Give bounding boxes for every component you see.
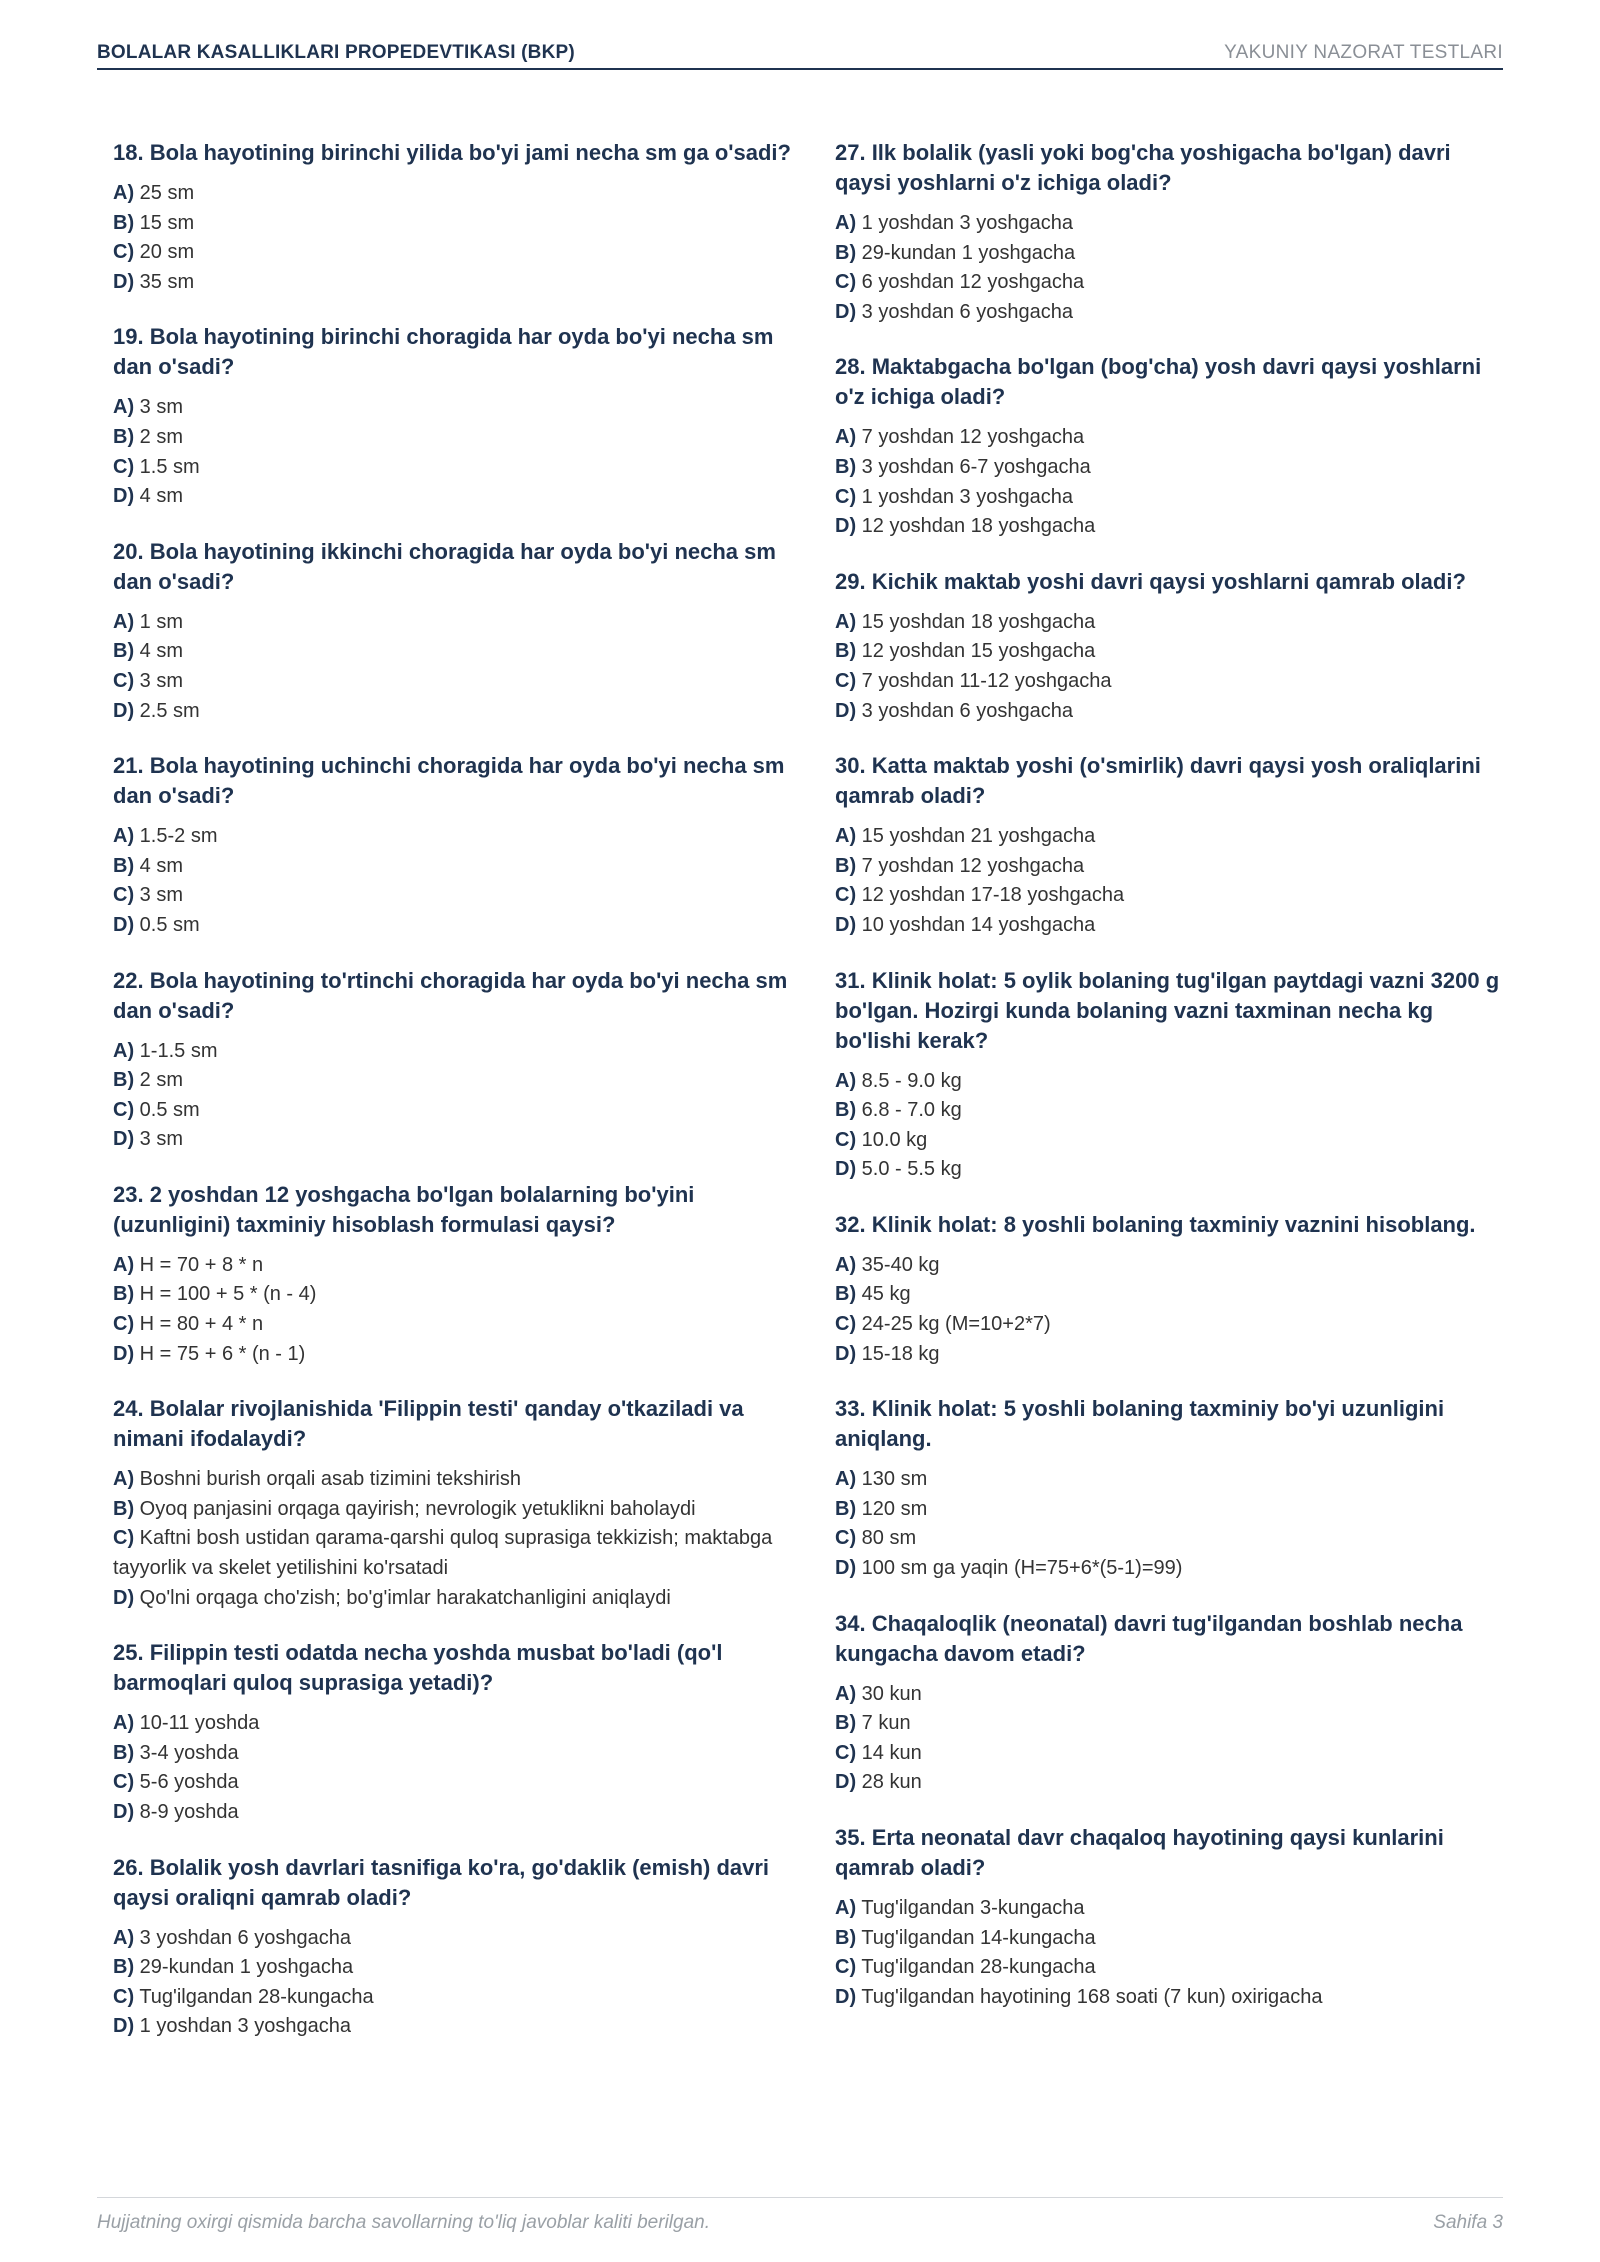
question-text: 32. Klinik holat: 8 yoshli bolaning taxminiy vaznini hisoblang. [835,1211,1476,1237]
answer-option [113,1096,813,1126]
question-block [113,1853,813,2042]
answer-option [113,1524,813,1583]
answer-options [835,822,1503,940]
option-letter: D) [113,1342,135,1365]
answer-option [113,1465,813,1495]
answer-option [113,637,813,667]
answer-option [113,697,813,727]
option-text: 130 sm [861,1468,928,1491]
option-text: 29-kundan 1 yoshgacha [861,241,1076,264]
question-text: 27. Ilk bolalik (yasli yoki bog'cha yoshigacha bo'lgan) davri qaysi yoshlarni o'z ichiga oladi? [835,140,1451,195]
option-text: Oyoq panjasini orqaga qayirish; nevrologik yetuklikni baholaydi [139,1497,696,1520]
option-text: 1 yoshdan 3 yoshgacha [139,2015,351,2038]
answer-option [835,667,1503,697]
answer-option [835,1310,1503,1340]
question-columns [113,138,1503,2067]
option-letter: C) [835,669,857,692]
option-text: 1.5-2 sm [139,825,218,848]
option-letter: D) [113,1128,135,1151]
answer-options [113,393,813,511]
answer-option [835,209,1503,239]
option-letter: A) [835,1897,857,1919]
option-letter: B) [113,1741,135,1764]
option-text: 2.5 sm [139,699,200,722]
option-text: 35-40 kg [861,1253,940,1276]
option-letter: A) [113,182,135,204]
option-letter: D) [835,1158,857,1181]
question-text: 28. Maktabgacha bo'lgan (bog'cha) yosh davri qaysi yoshlarni o'z ichiga oladi? [835,354,1482,410]
option-letter: A) [113,1926,135,1949]
option-text: 3 sm [139,396,184,419]
answer-option [835,453,1503,483]
option-letter: C) [835,1741,857,1764]
answer-option [835,239,1503,269]
option-letter: D) [113,2015,135,2038]
question-block [835,751,1503,940]
option-text: 3 yoshdan 6 yoshgacha [861,699,1073,722]
question-text: 23. 2 yoshdan 12 yoshgacha bo'lgan bolalarning bo'yini (uzunligini) taxminiy hisoblash formulasi qaysi? [113,1181,695,1237]
option-text: 10-11 yoshda [139,1712,260,1735]
answer-option [835,608,1503,638]
option-letter: C) [113,1313,135,1336]
option-text: 45 kg [861,1283,911,1306]
option-letter: D) [835,699,857,722]
option-text: 20 sm [139,241,195,264]
option-letter: D) [835,1771,857,1794]
question-block [113,1638,813,1827]
option-letter: B) [113,1497,135,1520]
option-letter: B) [113,854,135,877]
question-block [835,138,1503,327]
answer-options [835,1680,1503,1798]
answer-option [835,512,1503,542]
answer-option [113,1798,813,1828]
answer-option [835,268,1503,298]
answer-option [835,1768,1503,1798]
option-letter: A) [835,825,857,848]
option-letter: C) [113,1098,135,1121]
option-letter: C) [113,884,135,907]
answer-options [113,1465,813,1613]
option-text: 12 yoshdan 18 yoshgacha [861,515,1096,538]
option-letter: D) [113,913,135,936]
answer-option [835,1126,1503,1156]
answer-option [113,881,813,911]
option-text: 3 sm [139,1128,184,1151]
option-letter: B) [835,1926,857,1949]
option-text: 30 kun [861,1682,922,1705]
right-column [835,138,1503,2067]
answer-options [113,179,813,297]
option-text: 2 sm [139,425,184,448]
option-text: 28 kun [861,1771,922,1794]
option-letter: A) [835,610,857,633]
answer-option [113,1340,813,1370]
question-text: 22. Bola hayotining to'rtinchi choragida har oyda bo'yi necha sm dan o'sadi? [113,967,788,1023]
question-block [835,1823,1503,2012]
answer-option [835,423,1503,453]
answer-option [835,1251,1503,1281]
answer-option [113,179,813,209]
option-text: 7 kun [861,1712,911,1735]
option-text: H = 70 + 8 * n [139,1253,264,1276]
option-text: 6 yoshdan 12 yoshgacha [861,271,1085,294]
question-block [113,751,813,940]
option-letter: C) [113,1985,135,2008]
option-text: 3 sm [139,884,184,907]
option-text: 15 yoshdan 18 yoshgacha [861,610,1096,633]
question-text: 25. Filippin testi odatda necha yoshda musbat bo'ladi (qo'l barmoqlari quloq suprasiga yetadi)? [113,1640,723,1696]
option-letter: A) [835,1253,857,1276]
answer-option [113,1768,813,1798]
option-letter: C) [835,485,857,508]
answer-option [835,1953,1503,1983]
question-block [835,352,1503,541]
option-letter: B) [113,425,135,448]
answer-option [835,697,1503,727]
answer-option [835,911,1503,941]
answer-option [113,1584,813,1614]
answer-option [835,1983,1503,2013]
option-letter: B) [835,1099,857,1122]
answer-option [835,1924,1503,1954]
question-block [113,966,813,1155]
answer-option [113,1066,813,1096]
option-letter: A) [835,1468,857,1491]
option-letter: B) [113,1283,135,1306]
answer-option [835,1709,1503,1739]
option-text: 3-4 yoshda [139,1741,239,1764]
option-letter: A) [113,396,135,419]
option-letter: A) [113,610,135,633]
option-text: 4 sm [139,640,184,663]
question-text: 21. Bola hayotining uchinchi choragida har oyda bo'yi necha sm dan o'sadi? [113,753,785,809]
option-text: 35 sm [139,270,195,293]
option-letter: D) [113,485,135,508]
question-block [835,966,1503,1185]
answer-option [113,453,813,483]
option-text: H = 80 + 4 * n [139,1313,264,1336]
option-text: 14 kun [861,1741,922,1764]
answer-option [113,482,813,512]
answer-option [835,1280,1503,1310]
option-letter: D) [113,270,135,293]
answer-option [113,2012,813,2042]
answer-option [113,822,813,852]
answer-options [113,1924,813,2042]
answer-option [113,1310,813,1340]
option-text: 0.5 sm [139,1098,200,1121]
answer-option [113,1280,813,1310]
option-letter: D) [835,1557,857,1580]
option-text: 8.5 - 9.0 kg [861,1069,962,1092]
answer-options [835,423,1503,541]
answer-option [113,1037,813,1067]
option-text: 12 yoshdan 17-18 yoshgacha [861,884,1125,907]
answer-options [113,1037,813,1155]
answer-options [113,1709,813,1827]
question-text: 18. Bola hayotining birinchi yilida bo'yi jami necha sm ga o'sadi? [113,140,791,165]
option-text: 2 sm [139,1069,184,1092]
document-title: BOLALAR KASALLIKLARI PROPEDEVTIKASI (BKP) [97,42,575,63]
option-text: H = 75 + 6 * (n - 1) [139,1342,306,1365]
option-letter: A) [113,1468,135,1491]
answer-option [113,1125,813,1155]
option-text: 7 yoshdan 12 yoshgacha [861,854,1085,877]
answer-option [835,1495,1503,1525]
answer-option [835,637,1503,667]
answer-option [835,1155,1503,1185]
option-letter: D) [835,1985,857,2008]
option-letter: A) [835,426,857,449]
answer-options [835,1465,1503,1583]
answer-option [113,209,813,239]
option-letter: A) [113,1712,135,1735]
option-letter: C) [835,1527,857,1550]
option-letter: A) [835,1069,857,1092]
option-text: 3 sm [139,669,184,692]
option-text: Qo'lni orqaga cho'zish; bo'g'imlar harakatchanligini aniqlaydi [139,1586,671,1609]
option-letter: B) [113,1956,135,1979]
answer-options [835,608,1503,726]
option-text: Tug'ilgandan 14-kungacha [861,1926,1096,1949]
option-text: 1 yoshdan 3 yoshgacha [861,212,1073,234]
answer-options [835,1894,1503,2012]
question-text: 19. Bola hayotining birinchi choragida har oyda bo'yi necha sm dan o'sadi? [113,324,774,380]
option-text: 1.5 sm [139,455,200,478]
option-text: 4 sm [139,485,184,508]
option-text: 7 yoshdan 12 yoshgacha [861,426,1085,449]
answer-option [113,667,813,697]
option-letter: B) [835,1497,857,1520]
answer-options [113,1251,813,1369]
option-text: 5-6 yoshda [139,1771,239,1794]
option-text: 15 sm [139,211,195,234]
footer-note: Hujjatning oxirgi qismida barcha savollarning to'liq javoblar kaliti berilgan. [97,2212,711,2233]
option-text: 3 yoshdan 6 yoshgacha [139,1926,351,1949]
option-letter: C) [835,1128,857,1151]
option-letter: C) [835,884,857,907]
option-letter: A) [835,212,857,234]
answer-option [113,1251,813,1281]
option-text: 1 yoshdan 3 yoshgacha [861,485,1073,508]
option-letter: A) [113,825,135,848]
question-text: 33. Klinik holat: 5 yoshli bolaning taxminiy bo'yi uzunligini aniqlang. [835,1396,1445,1452]
option-text: 25 sm [139,182,195,204]
answer-options [113,822,813,940]
question-block [835,1609,1503,1798]
answer-option [835,1894,1503,1924]
answer-option [113,1709,813,1739]
option-letter: D) [113,699,135,722]
option-letter: B) [835,854,857,877]
option-letter: D) [835,515,857,538]
option-text: 120 sm [861,1497,928,1520]
option-letter: C) [113,455,135,478]
question-block [113,138,813,297]
question-text: 31. Klinik holat: 5 oylik bolaning tug'ilgan paytdagi vazni 3200 g bo'lgan. Hozirgi kunda bolaning vazni taxminan necha kg bo'lishi kerak? [835,967,1500,1053]
answer-option [113,911,813,941]
option-text: 80 sm [861,1527,917,1550]
option-text: 12 yoshdan 15 yoshgacha [861,640,1096,663]
option-letter: B) [835,1712,857,1735]
option-text: 4 sm [139,854,184,877]
question-block [835,1394,1503,1583]
left-column [113,138,813,2067]
option-text: 8-9 yoshda [139,1801,239,1823]
option-letter: D) [113,1801,135,1823]
answer-option [113,608,813,638]
answer-option [113,1983,813,2013]
answer-option [835,1739,1503,1769]
option-text: 5.0 - 5.5 kg [861,1158,962,1181]
option-letter: B) [113,211,135,234]
option-letter: D) [113,1586,135,1609]
page-number: Sahifa 3 [1433,2212,1503,2233]
option-text: 1 sm [139,610,184,633]
answer-option [835,881,1503,911]
question-block [835,567,1503,726]
answer-option [835,298,1503,328]
answer-option [113,393,813,423]
answer-options [113,608,813,726]
option-text: 100 sm ga yaqin (H=75+6*(5-1)=99) [861,1557,1183,1580]
question-text: 24. Bolalar rivojlanishida 'Filippin testi' qanday o'tkaziladi va nimani ifodalaydi? [113,1396,744,1452]
page-header [97,38,1503,70]
option-text: Tug'ilgandan hayotining 168 soati (7 kun) oxirigacha [861,1985,1323,2008]
answer-option [835,1340,1503,1370]
option-letter: A) [113,1039,135,1062]
option-letter: A) [835,1682,857,1705]
question-text: 29. Kichik maktab yoshi davri qaysi yoshlarni qamrab oladi? [835,568,1466,594]
option-text: 10.0 kg [861,1128,928,1151]
question-block [113,537,813,726]
answer-option [835,822,1503,852]
question-text: 35. Erta neonatal davr chaqaloq hayotining qaysi kunlarini qamrab oladi? [835,1825,1444,1880]
answer-option [113,1924,813,1954]
option-text: 7 yoshdan 11-12 yoshgacha [861,669,1112,692]
question-block [113,322,813,511]
option-text: 10 yoshdan 14 yoshgacha [861,913,1096,936]
answer-option [113,238,813,268]
answer-options [835,1067,1503,1185]
option-text: 3 yoshdan 6 yoshgacha [861,300,1073,323]
answer-option [113,423,813,453]
option-letter: B) [835,455,857,478]
option-letter: C) [113,669,135,692]
option-text: 3 yoshdan 6-7 yoshgacha [861,455,1091,478]
option-letter: B) [835,640,857,663]
option-text: 6.8 - 7.0 kg [861,1099,962,1122]
option-text: Boshni burish orqali asab tizimini tekshirish [139,1468,521,1491]
question-block [113,1394,813,1613]
answer-option [835,1554,1503,1584]
option-letter: B) [113,1069,135,1092]
option-text: 1-1.5 sm [139,1039,218,1062]
option-text: 29-kundan 1 yoshgacha [139,1956,354,1979]
option-text: Tug'ilgandan 28-kungacha [139,1985,374,2008]
option-text: Tug'ilgandan 28-kungacha [861,1956,1096,1979]
option-letter: D) [835,1342,857,1365]
answer-option [113,268,813,298]
option-letter: D) [835,300,857,323]
question-text: 30. Katta maktab yoshi (o'smirlik) davri qaysi yosh oraliqlarini qamrab oladi? [835,753,1481,809]
section-title: YAKUNIY NAZORAT TESTLARI [1224,42,1503,63]
option-letter: A) [113,1253,135,1276]
option-letter: C) [835,1313,857,1336]
option-letter: C) [113,1527,135,1550]
answer-options [835,209,1503,327]
option-letter: C) [113,1771,135,1794]
option-text: H = 100 + 5 * (n - 4) [139,1283,317,1306]
option-letter: D) [835,913,857,936]
answer-option [835,852,1503,882]
answer-option [835,1524,1503,1554]
answer-option [835,1465,1503,1495]
answer-option [835,1067,1503,1097]
option-letter: C) [113,241,135,264]
question-text: 20. Bola hayotining ikkinchi choragida har oyda bo'yi necha sm dan o'sadi? [113,538,776,594]
answer-option [113,1953,813,1983]
answer-option [835,483,1503,513]
question-block [113,1180,813,1369]
question-text: 34. Chaqaloqlik (neonatal) davri tug'ilgandan boshlab necha kungacha davom etadi? [835,1610,1463,1666]
option-letter: B) [835,241,857,264]
answer-option [835,1096,1503,1126]
option-text: 24-25 kg (M=10+2*7) [861,1313,1051,1336]
question-text: 26. Bolalik yosh davrlari tasnifiga ko'ra, go'daklik (emish) davri qaysi oraliqni qamrab oladi? [113,1854,770,1910]
option-text: Tug'ilgandan 3-kungacha [861,1897,1085,1919]
option-letter: B) [113,640,135,663]
page-footer [97,2197,1503,2234]
option-letter: C) [835,271,857,294]
answer-option [113,1739,813,1769]
answer-options [835,1251,1503,1369]
option-text: Kaftni bosh ustidan qarama-qarshi quloq suprasiga tekkizish; maktabga tayyorlik va skelet yetilishini ko'rsatadi [113,1527,773,1580]
option-letter: B) [835,1283,857,1306]
option-text: 15 yoshdan 21 yoshgacha [861,825,1096,848]
answer-option [835,1680,1503,1710]
option-letter: C) [835,1956,857,1979]
question-block [835,1210,1503,1369]
option-text: 0.5 sm [139,913,200,936]
answer-option [113,852,813,882]
option-text: 15-18 kg [861,1342,940,1365]
answer-option [113,1495,813,1525]
